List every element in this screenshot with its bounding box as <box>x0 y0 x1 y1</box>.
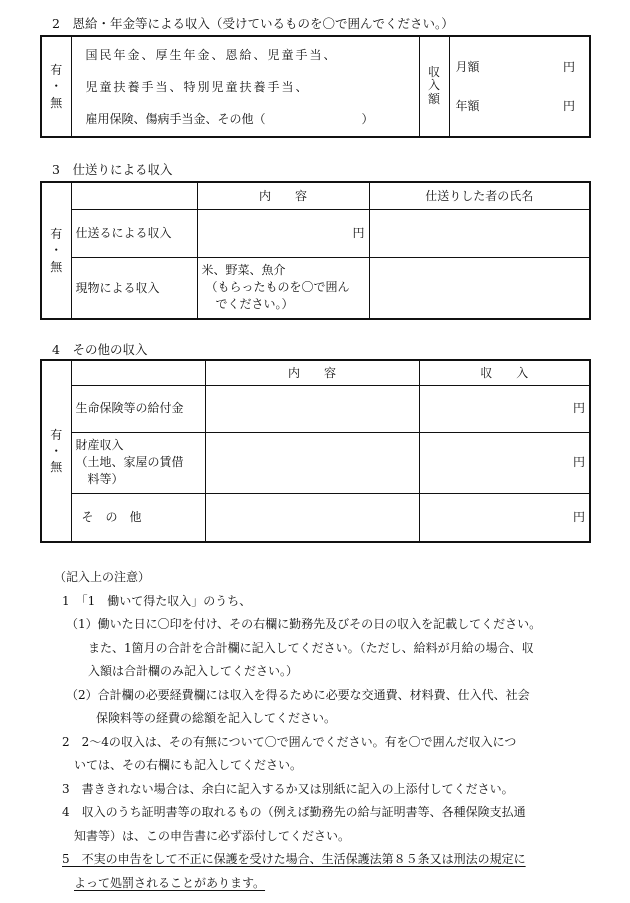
property-label-3: 料等） <box>87 472 124 486</box>
life-insurance-content-cell[interactable] <box>205 385 419 432</box>
in-kind-instruction-2: でください。） <box>215 297 294 312</box>
pension-types-line-2: 児童扶養手当、特別児童扶養手当、 <box>85 79 310 94</box>
other-income-table <box>40 359 591 543</box>
remittance-sender-cell[interactable] <box>369 209 590 257</box>
in-kind-instruction-1: （もらったものを〇で囲ん <box>205 280 350 295</box>
monthly-yen: 円 <box>562 60 575 75</box>
yen-label: 円 <box>572 455 585 470</box>
pension-types-line-1: 国民年金、厚生年金、恩給、児童手当、 <box>85 47 338 62</box>
property-label-2: （土地、家屋の賃借 <box>75 455 184 469</box>
notes-title: （記入上の注意） <box>54 570 151 584</box>
dot-label: ・ <box>50 79 63 94</box>
note-2-line-1: 2 2～4の収入は、その有無について〇で囲んでください。有を〇で囲んだ収入につ <box>62 734 517 749</box>
yes-label: 有 <box>50 227 63 242</box>
property-label-1: 財産収入 <box>75 438 124 452</box>
note-5-text-1: 5 不実の申告をして不正に保護を受けた場合、生活保護法第８５条又は刑法の規定に <box>62 852 526 866</box>
section-2-heading: 2 恩給・年金等による収入（受けているものを〇で囲んでください。） <box>52 16 454 31</box>
yearly-label: 年額 <box>455 98 480 113</box>
other-content-cell[interactable] <box>205 493 419 542</box>
note-1-2-line-1: （2）合計欄の必要経費欄には収入を得るために必要な交通費、材料費、仕入代、社会 <box>66 687 530 702</box>
monthly-label: 月額 <box>455 60 480 75</box>
row-label-life-insurance: 生命保険等の給付金 <box>71 385 205 432</box>
yes-no-cell[interactable] <box>41 36 71 137</box>
in-kind-items: 米、野菜、魚介 <box>201 263 286 278</box>
yes-label: 有 <box>50 63 63 78</box>
remittance-income-table <box>40 181 591 320</box>
property-income-cell[interactable] <box>419 432 590 493</box>
note-1-1-line-3: 入額は合計欄のみ記入してください。） <box>88 664 299 678</box>
yes-label: 有 <box>50 427 63 442</box>
no-label: 無 <box>50 95 63 110</box>
property-content-cell[interactable] <box>205 432 419 493</box>
no-label: 無 <box>50 259 63 274</box>
income-label-char-2: 入 <box>427 78 440 93</box>
note-1-1-line-1: （1）働いた日に〇印を付け、その右欄に勤務先及びその日の収入を記載してください。 <box>66 617 542 631</box>
income-label-char-3: 額 <box>427 91 440 106</box>
yen-label: 円 <box>352 225 365 240</box>
life-insurance-income-cell[interactable] <box>419 385 590 432</box>
row-label-remittance: 仕送るによる収入 <box>71 209 197 257</box>
column-header-content: 内 容 <box>205 360 419 385</box>
row-label-other: そ の 他 <box>71 493 205 542</box>
in-kind-sender-cell[interactable] <box>369 257 590 319</box>
yen-label: 円 <box>572 401 585 416</box>
note-1-1-line-2: また、1箇月の合計を合計欄に記入してください。（ただし、給料が月給の場合、収 <box>88 640 534 655</box>
pension-income-table <box>40 35 591 138</box>
pension-types-cell[interactable] <box>71 36 419 137</box>
note-3: 3 書ききれない場合は、余白に記入するか又は別紙に記入の上添付してください。 <box>62 781 514 796</box>
yearly-yen: 円 <box>562 98 575 113</box>
column-header-income: 収 入 <box>419 360 590 385</box>
yes-no-cell[interactable] <box>41 360 71 542</box>
no-label: 無 <box>50 460 63 475</box>
income-amount-cell[interactable] <box>449 36 590 137</box>
note-1: 1 「1 働いて得た収入」のうち、 <box>62 593 252 608</box>
notes-section <box>54 566 594 895</box>
section-4-heading: 4 その他の収入 <box>52 342 148 357</box>
dot-label: ・ <box>50 443 63 458</box>
section-3-heading: 3 仕送りによる収入 <box>52 162 173 177</box>
note-4-line-2: 知書等）は、この申告書に必ず添付してください。 <box>74 828 351 843</box>
remittance-amount-cell[interactable] <box>197 209 369 257</box>
note-1-2-line-2: 保険料等の経費の総額を記入してください。 <box>96 711 337 725</box>
note-4-line-1: 4 収入のうち証明書等の取れるもの（例えば勤務先の給与証明書等、各種保険支払通 <box>62 805 526 819</box>
yen-label: 円 <box>572 510 585 525</box>
row-label-in-kind: 現物による収入 <box>71 257 197 319</box>
column-header-sender-name: 仕送りした者の氏名 <box>369 182 590 209</box>
income-label-char-1: 収 <box>427 65 440 80</box>
yes-no-cell[interactable] <box>41 182 71 319</box>
other-income-cell[interactable] <box>419 493 590 542</box>
income-amount-label-cell <box>419 36 449 137</box>
pension-types-line-3: 雇用保険、傷病手当金、その他（ ） <box>85 111 374 126</box>
note-2-line-2: いては、その右欄にも記入してください。 <box>74 758 303 772</box>
note-5-text-2: よって処罰されることがあります。 <box>74 875 266 890</box>
dot-label: ・ <box>50 243 63 258</box>
column-header-content: 内 容 <box>197 182 369 209</box>
row-label-property <box>71 432 205 493</box>
note-5-line-2 <box>54 872 594 896</box>
header-blank <box>71 360 205 385</box>
note-5-line-1 <box>54 848 594 872</box>
in-kind-content-cell[interactable] <box>197 257 369 319</box>
header-blank <box>71 182 197 209</box>
